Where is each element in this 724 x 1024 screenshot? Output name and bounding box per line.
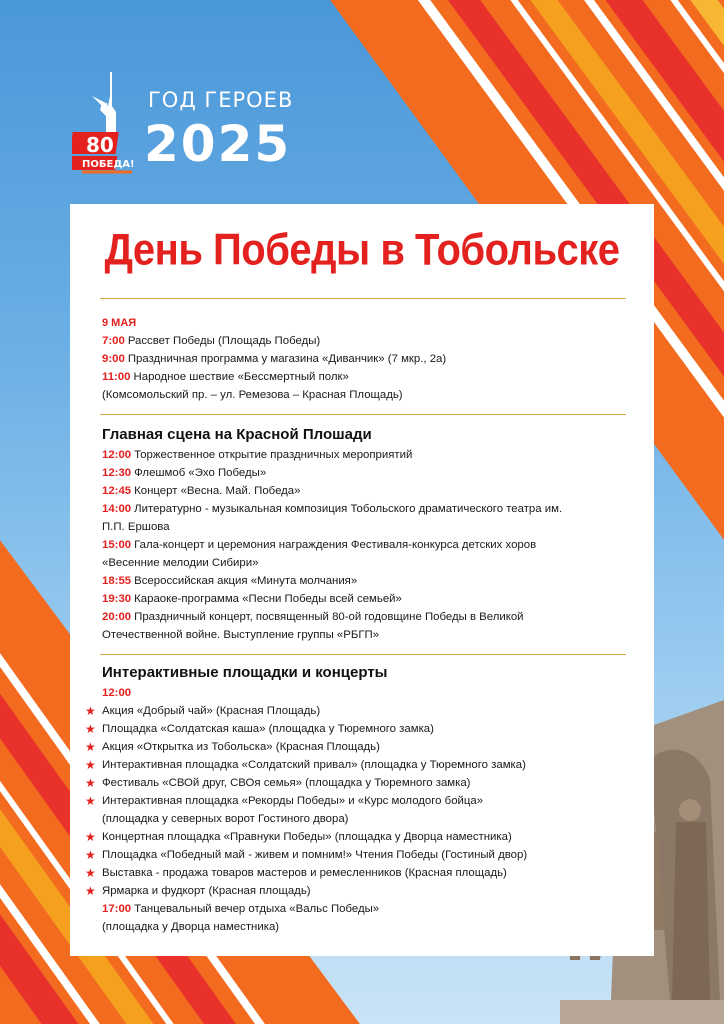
time-label: 12:45 [102,485,132,497]
svg-text:ПОБЕДА!: ПОБЕДА! [82,159,135,170]
list-item [85,774,622,792]
event-text: Праздничный концерт, посвященный 80-ой годовщине Победы в Великой [134,611,524,623]
schedule-item [102,536,622,554]
event-text: Рассвет Победы (Площадь Победы) [127,335,321,347]
event-text: Всероссийская акция «Минута молчания» [134,575,358,587]
event-text-continued: Отечественной войне. Выступление группы «РБГП» [102,629,380,641]
time-label: 9:00 [102,353,125,365]
event-text-continued: П.П. Ершова [102,521,170,533]
red-star-icon: ★ [85,848,96,862]
schedule-item [102,500,622,518]
red-star-icon: ★ [85,830,96,844]
time-label: 12:30 [102,467,132,479]
event-text-continued: «Весенние мелодии Сибири» [102,557,259,569]
schedule-item [102,350,622,368]
time-label: 11:00 [102,371,131,383]
schedule-item [102,608,622,626]
event-text-continued: (площадка у Дворца наместника) [102,921,280,933]
event-text: Ярмарка и фудкорт (Красная площадь) [102,885,311,897]
event-text: Праздничная программа у магазина «Диванчик» (7 мкр., 2а) [127,353,447,365]
time-label: 17:00 [102,903,132,915]
page-title: День Победы в Тобольске [104,225,620,275]
time-label: 20:00 [102,611,132,623]
section-heading: Интерактивные площадки и концерты [102,664,388,681]
list-item [85,882,622,900]
event-text: Концертная площадка «Правнуки Победы» (площадка у Дворца наместника) [102,831,512,843]
year-of-heroes-title: ГОД ГЕРОЕВ [148,88,294,112]
start-time: 12:00 [102,687,132,699]
time-label: 19:30 [102,593,132,605]
list-item [85,828,622,846]
event-text: Торжественное открытие праздничных мероприятий [134,449,413,461]
event-text: Выставка - продажа товаров мастеров и ремесленников (Красная площадь) [102,867,507,879]
section-heading: Главная сцена на Красной Плошади [102,426,372,443]
time-label: 14:00 [102,503,132,515]
year-of-heroes-year: 2025 [144,115,292,173]
main-stage-section [102,424,622,644]
list-item [85,864,622,882]
red-star-icon: ★ [85,758,96,772]
red-star-icon: ★ [85,794,96,808]
divider [100,414,626,415]
schedule-item [102,464,622,482]
schedule-item [102,900,622,918]
red-star-icon: ★ [85,704,96,718]
event-text: Интерактивная площадка «Солдатский привал» (площадка у Тюремного замка) [102,759,526,771]
red-star-icon: ★ [85,722,96,736]
svg-text:80: 80 [86,133,114,157]
time-label: 12:00 [102,449,132,461]
divider [100,298,626,299]
event-text: Акция «Открытка из Тобольска» (Красная Площадь) [102,741,380,753]
interactive-section [85,662,622,936]
schedule-item [102,572,622,590]
red-star-icon: ★ [85,866,96,880]
event-text: Гала-концерт и церемония награждения Фестиваля-конкурса детских хоров [134,539,537,551]
schedule-item [102,332,622,350]
event-text: Фестиваль «СВОй друг, СВОя семья» (площадка у Тюремного замка) [102,777,471,789]
event-text: Интерактивная площадка «Рекорды Победы» и «Курс молодого бойца» [102,795,484,807]
list-item [85,720,622,738]
red-star-icon: ★ [85,884,96,898]
event-text: Площадка «Солдатская каша» (площадка у Тюремного замка) [102,723,434,735]
event-text: Флешмоб «Эхо Победы» [134,467,267,479]
event-text: Народное шествие «Бессмертный полк» [133,371,349,383]
event-text: Концерт «Весна. Май. Победа» [134,485,301,497]
divider [100,654,626,655]
red-star-icon: ★ [85,776,96,790]
program-card [70,204,654,956]
time-label: 15:00 [102,539,132,551]
event-text: Танцевальный вечер отдыха «Вальс Победы» [134,903,380,915]
list-item [85,702,622,720]
list-item [85,792,622,810]
schedule-item [102,368,622,386]
red-star-icon: ★ [85,740,96,754]
victory-80-badge [72,132,135,172]
event-text: Площадка «Победный май - живем и помним!» Чтения Победы (Гостиный двор) [102,849,528,861]
event-text-continued: (площадка у северных ворот Гостиного двора) [102,813,349,825]
time-label: 7:00 [102,335,125,347]
morning-section [102,314,622,404]
date-label: 9 МАЯ [102,317,137,329]
event-text: Караоке-программа «Песни Победы всей семьей» [134,593,402,605]
event-text: Литературно - музыкальная композиция Тобольского драматического театра им. [134,503,563,515]
list-item [85,846,622,864]
time-label: 18:55 [102,575,132,587]
list-item [85,756,622,774]
list-item [85,738,622,756]
schedule-item [102,482,622,500]
route-text: (Комсомольский пр. – ул. Ремезова – Красная Площадь) [102,389,403,401]
schedule-item [102,590,622,608]
event-text: Акция «Добрый чай» (Красная Площадь) [102,705,321,717]
schedule-item [102,446,622,464]
